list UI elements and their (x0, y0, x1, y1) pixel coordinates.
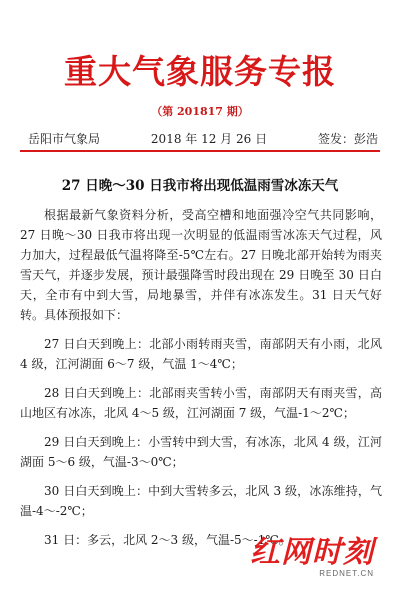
forecast-day-28: 28 日白天到晚上：北部雨夹雪转小雪，南部阴天有雨夹雪，高山地区有冰冻，北风 4～5 级，江河湖面 7 级，气温-1～2℃； (20, 386, 382, 420)
report-body (20, 205, 382, 559)
forecast-day-29: 29 日白天到晚上：小雪转中到大雪，有冰冻，北风 4 级，江河湖面 5～6 级，气温-3～0℃； (20, 435, 382, 469)
header-divider (20, 150, 380, 152)
document-title: 重大气象服务专报 (64, 52, 336, 91)
meta-row (28, 130, 378, 147)
signer: 签发：彭浩 (317, 132, 378, 146)
watermark-url: REDNET.CN (319, 569, 374, 578)
intro-paragraph: 根据最新气象资料分析，受高空槽和地面强冷空气共同影响，27 日晚～30 日我市将出现一次明显的低温雨雪冰冻天气过程，风力加大，过程最低气温将降至-5℃左右。27 日晚北部开始转为雨夹雪天气，并逐步发展，预计最强降雪时段出现在 29 日晚至 30 日白天，全市有中到大雪，局地暴雪，并伴有冰冻发生。31 日天气好转。具体预报如下： (20, 208, 382, 322)
issue-date: 2018 年 12 月 26 日 (150, 132, 268, 146)
watermark-brand: 红网时刻 (250, 535, 374, 570)
report-headline: 27 日晚～30 日我市将出现低温雨雪冰冻天气 (61, 178, 339, 194)
issue-number: （第 201817 期） (151, 105, 249, 118)
agency-name: 岳阳市气象局 (28, 132, 101, 146)
forecast-day-30: 30 日白天到晚上：中到大雪转多云，北风 3 级，冰冻维持，气温-4～-2℃； (20, 484, 382, 518)
forecast-day-31: 31 日：多云，北风 2～3 级，气温-5～-1℃。 (44, 533, 291, 547)
watermark-logo (250, 537, 374, 578)
forecast-day-27: 27 日白天到晚上：北部小雨转雨夹雪，南部阴天有小雨，北风 4 级，江河湖面 6～7 级，气温 1～4℃； (20, 337, 382, 371)
